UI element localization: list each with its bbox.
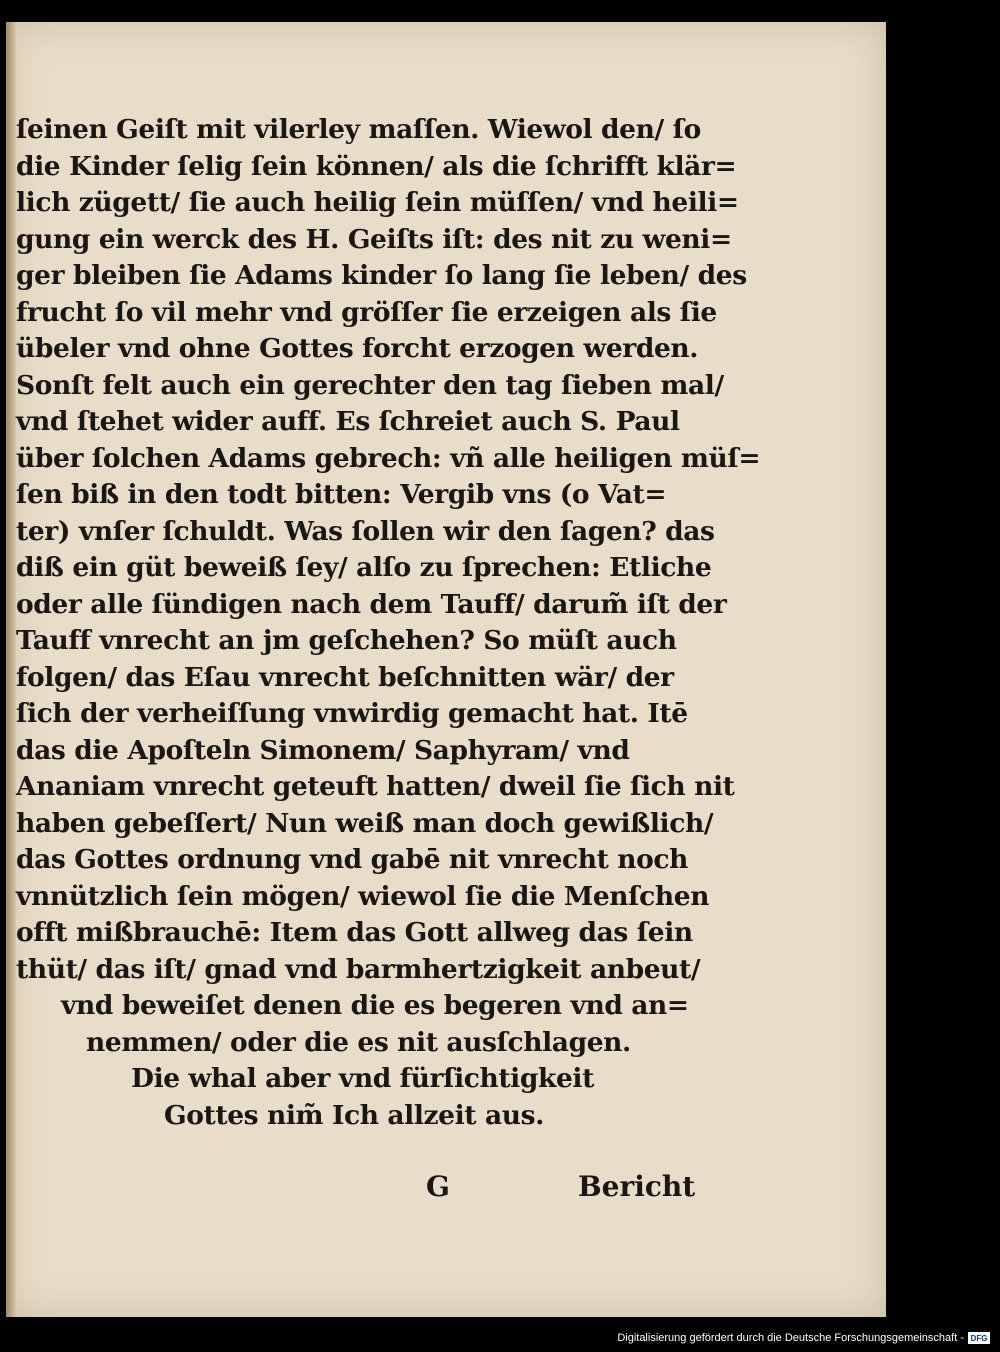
catchword: Bericht — [578, 1170, 696, 1203]
footer-credit — [617, 1328, 990, 1348]
text-line: ger bleiben ſie Adams kinder ſo lang ſie leben/ des — [16, 260, 747, 291]
text-line: ter) vnſer ſchuldt. Was ſollen wir den ſagen? das — [16, 515, 715, 547]
text-line: vnd beweiſet denen die es begeren vnd an= — [61, 990, 689, 1021]
book-page — [6, 22, 886, 1317]
text-line: nemmen/ oder die es nit ausſchlagen. — [86, 1026, 631, 1058]
text-line: übeler vnd ohne Gottes forcht erzogen werden. — [16, 333, 699, 364]
text-line: vnnützlich ſein mögen/ wiewol ſie die Menſchen — [16, 880, 710, 912]
text-line: gung ein werck des H. Geiſts iſt: des nit zu weni= — [16, 223, 732, 255]
text-line: Die whal aber vnd fürſichtigkeit — [131, 1063, 594, 1094]
text-line: das die Apoſteln Simonem/ Saphyram/ vnd — [16, 734, 630, 766]
text-line: das Gottes ordnung vnd gabē nit vnrecht noch — [16, 844, 688, 875]
text-line: frucht ſo vil mehr vnd gröſſer ſie erzeigen als ſie — [16, 296, 717, 328]
text-line: Ananiam vnrecht geteuft hatten/ dweil ſie ſich nit — [16, 771, 735, 802]
text-line: vnd ſtehet wider auff. Es ſchreiet auch S. Paul — [16, 406, 680, 437]
footer-text: Digitalisierung gefördert durch die Deutsche Forschungsgemeinschaft - — [617, 1332, 964, 1344]
signature-mark: G — [426, 1170, 450, 1203]
text-line: Tauff vnrecht an jm geſchehen? So müſt auch — [16, 625, 677, 656]
text-line: lich zügett/ ſie auch heilig ſein müſſen/ vnd heili= — [16, 187, 739, 218]
text-line: haben gebeſſert/ Nun weiß man doch gewißlich/ — [16, 807, 714, 839]
dfg-logo-icon: DFG — [968, 1332, 990, 1344]
text-line: ſich der verheiſſung vnwirdig gemacht hat. Itē — [16, 698, 688, 729]
text-line: Sonſt felt auch ein gerechter den tag ſieben mal/ — [16, 369, 724, 401]
text-line: ſen biß in den todt bitten: Vergib vns (o Vat= — [16, 479, 667, 510]
text-line: ſeinen Geiſt mit vilerley maſſen. Wiewol den/ ſo — [16, 114, 701, 145]
text-line: oder alle ſündigen nach dem Tauff/ darum̃ iſt der — [16, 588, 727, 620]
text-line: diß ein güt beweiß ſey/ alſo zu ſprechen: Etliche — [16, 552, 712, 583]
text-line: offt mißbrauchē: Item das Gott allweg das ſein — [16, 917, 693, 948]
text-line: folgen/ das Eſau vnrecht beſchnitten wär/ der — [16, 661, 674, 693]
text-line: über ſolchen Adams gebrech: vñ alle heiligen müſ= — [16, 442, 761, 474]
text-line: die Kinder ſelig ſein können/ als die ſchrifft klär= — [16, 150, 737, 182]
text-line: thüt/ das iſt/ gnad vnd barmhertzigkeit anbeut/ — [16, 953, 701, 985]
page-binding-edge — [6, 22, 16, 1317]
text-line: Gottes nim̃ Ich allzeit aus. — [164, 1099, 544, 1131]
